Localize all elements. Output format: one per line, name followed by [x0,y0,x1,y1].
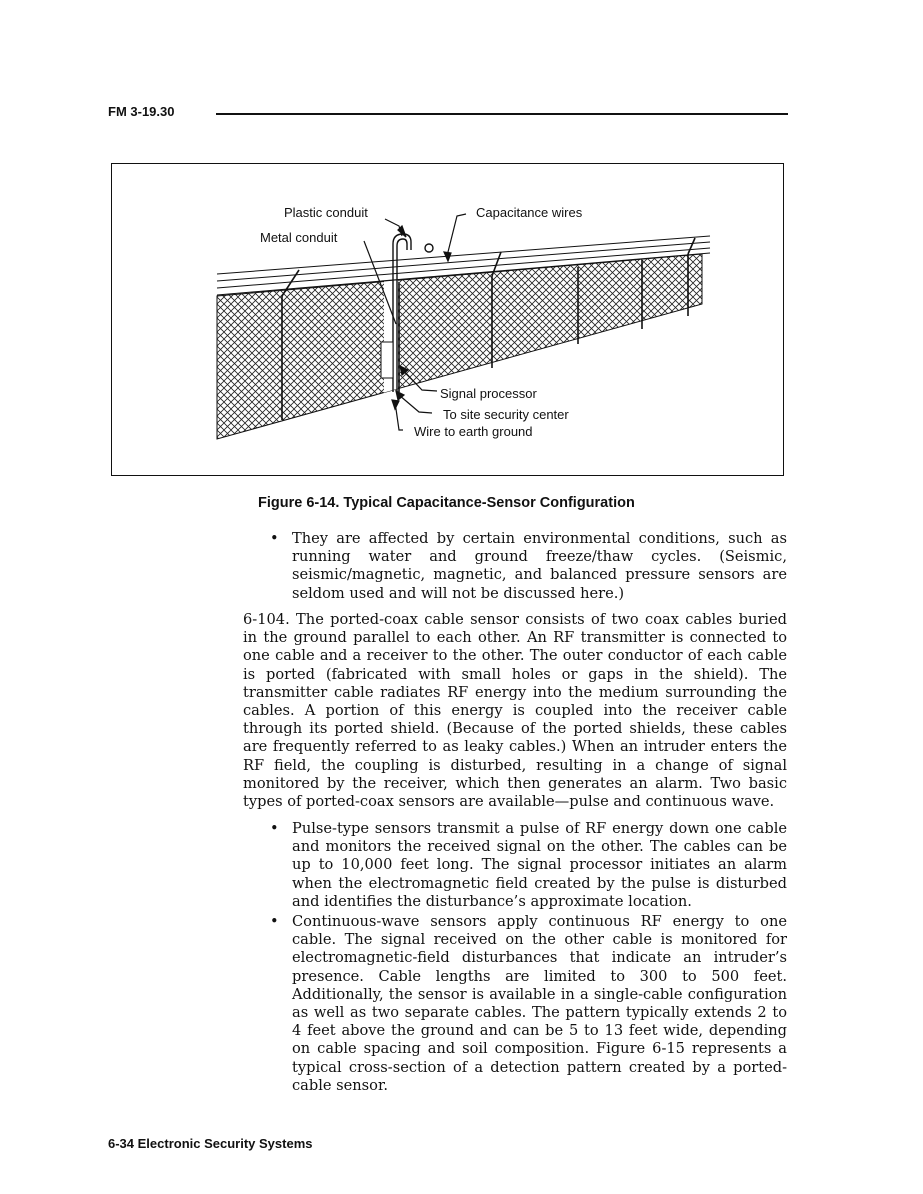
header-rule [216,113,788,115]
bullet-pulse-type: Pulse-type sensors transmit a pulse of RF energy down one cable and monitors the received signal on the other. The cables can be up to 10,000 feet long. The signal processor initiates an alarm when the electromagnetic field created by the pulse is disturbed and identifies the disturbance’s approximate location. [292,820,787,910]
label-plastic-conduit: Plastic conduit [284,205,368,220]
label-site-security: To site security center [443,407,569,422]
figure-caption: Figure 6-14. Typical Capacitance-Sensor Configuration [258,495,635,511]
figure-6-14 [111,163,784,476]
label-capacitance-wires: Capacitance wires [476,205,583,220]
bullet-environmental: They are affected by certain environmental conditions, such as running water and ground freeze/thaw cycles. (Seismic, seismic/magnetic, magnetic, and balanced pressure sensors are seldom used and will not be discussed here.) [292,530,787,602]
page-footer: 6-34 Electronic Security Systems [108,1136,313,1151]
bullet-continuous-wave: Continuous-wave sensors apply continuous RF energy to one cable. The signal received on the other cable is monitored for electromagnetic-field disturbances that indicate an intruder’s presence. Cable lengths are limited to 300 to 500 feet. Additionally, the sensor is available in a single-cable configuration as well as two separate cables. The pattern typically extends 2 to 4 feet above the ground and can be 5 to 13 feet wide, depending on cable spacing and soil composition. Figure 6-15 represents a typical cross-section of a detection pattern created by a ported-cable sensor. [292,913,787,1094]
bullet-marker: • [270,530,279,547]
paragraph-6-104: 6-104. The ported-coax cable sensor consists of two coax cables buried in the ground parallel to each other. An RF transmitter is connected to one cable and a receiver to the other. The outer conductor of each cable is ported (fabricated with small holes or gaps in the shield). The transmitter cable radiates RF energy into the medium surrounding the cables. A portion of this energy is coupled into the receiver cable through its ported shield. (Because of the ported shields, these cables are frequently referred to as leaky cables.) When an intruder enters the RF field, the coupling is disturbed, resulting in a change of signal monitored by the receiver, which then generates an alarm. Two basic types of ported-coax sensors are available—pulse and continuous wave. [243,611,787,811]
label-earth-ground: Wire to earth ground [414,424,533,439]
label-signal-processor: Signal processor [440,386,537,401]
signal-processor-box [381,342,393,378]
running-header: FM 3-19.30 [108,104,175,119]
bullet-marker: • [270,913,279,930]
capacitance-sensor-diagram [112,164,785,477]
label-metal-conduit: Metal conduit [260,230,338,245]
bullet-marker: • [270,820,279,837]
